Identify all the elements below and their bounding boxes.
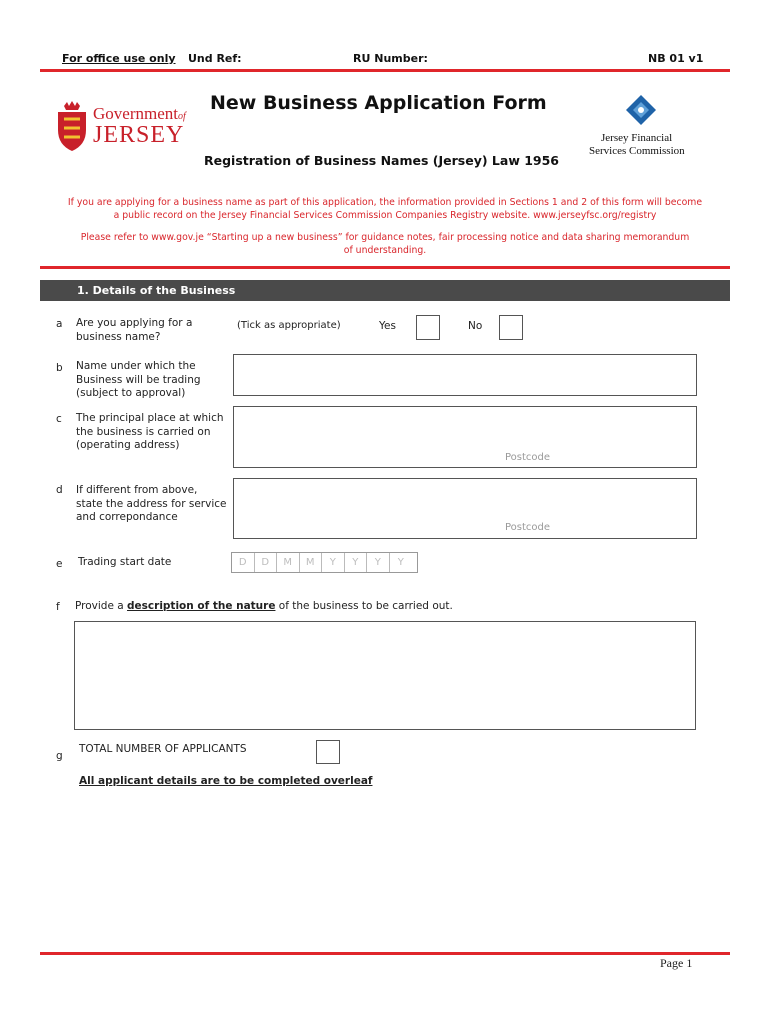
page-subtitle: Registration of Business Names (Jersey) Law 1956	[204, 153, 560, 168]
description-prompt: Provide a description of the nature of the business to be carried out.	[75, 600, 453, 612]
operating-address-field[interactable]	[233, 406, 697, 468]
row-d-letter: d	[56, 484, 63, 496]
date-cell[interactable]: M	[277, 553, 300, 572]
government-of-jersey-logo	[55, 100, 195, 152]
header-rule	[40, 69, 730, 72]
page-number: Page 1	[660, 956, 693, 970]
gov-logo-line2: JERSEY	[93, 122, 185, 148]
date-cell[interactable]: Y	[397, 557, 404, 568]
service-postcode-placeholder: Postcode	[505, 522, 551, 533]
public-record-notice	[40, 196, 730, 222]
jfsc-emblem-icon	[625, 94, 657, 126]
business-description-field[interactable]	[74, 621, 696, 730]
no-label: No	[468, 320, 483, 332]
business-name-field[interactable]	[233, 354, 697, 396]
service-address-field[interactable]	[233, 478, 697, 539]
section-1-heading: 1. Details of the Business	[40, 280, 730, 301]
ru-number-label: RU Number:	[353, 52, 428, 65]
date-cell[interactable]: M	[300, 553, 323, 572]
row-b-letter: b	[56, 362, 63, 374]
no-checkbox[interactable]	[499, 315, 523, 340]
total-applicants-label: TOTAL NUMBER OF APPLICANTS	[79, 743, 247, 755]
date-cell[interactable]: D	[255, 553, 278, 572]
date-cell[interactable]: Y	[367, 553, 390, 572]
footer-rule	[40, 952, 730, 955]
notice-line-1: If you are applying for a business name as part of this application, the information provided in Sections 1 and 2 of this form will become	[67, 197, 703, 208]
yes-checkbox[interactable]	[416, 315, 440, 340]
tick-hint: (Tick as appropriate)	[237, 320, 341, 331]
row-d-label: If different from above, state the address for service and correpondance	[76, 484, 227, 523]
notice-line-2: a public record on the Jersey Financial Services Commission Companies Registry website. www.jerseyfsc.org/registry	[113, 210, 657, 221]
jfsc-logo-line1: Jersey Financial	[601, 132, 673, 144]
trading-start-label: Trading start date	[78, 556, 172, 568]
date-cell[interactable]: Y	[345, 553, 368, 572]
notice-rule	[40, 266, 730, 269]
row-c-letter: c	[56, 413, 62, 425]
total-applicants-field[interactable]	[316, 740, 340, 764]
overleaf-note: All applicant details are to be completed overleaf	[79, 775, 373, 787]
office-use-label: For office use only	[62, 52, 176, 65]
gov-logo-of: of	[177, 111, 186, 122]
notice-line-3: Please refer to www.gov.je “Starting up a new business” for guidance notes, fair processing notice and data sharing memorandum	[80, 232, 690, 243]
trading-start-date-input[interactable]	[231, 552, 418, 573]
notice-line-4: of understanding.	[343, 245, 427, 256]
row-g-letter: g	[56, 750, 63, 762]
page-title: New Business Application Form	[210, 92, 547, 114]
row-a-label: Are you applying for a business name?	[76, 317, 193, 343]
row-a-letter: a	[56, 318, 63, 330]
operating-postcode-placeholder: Postcode	[505, 452, 551, 463]
row-f-letter: f	[56, 601, 60, 613]
row-c-label: The principal place at which the business is carried on (operating address)	[76, 412, 224, 451]
yes-label: Yes	[379, 320, 396, 332]
row-e-letter: e	[56, 558, 63, 570]
row-b-label: Name under which the Business will be trading (subject to approval)	[76, 360, 201, 399]
jersey-crest-icon	[55, 100, 89, 152]
jfsc-logo	[585, 94, 710, 160]
date-cell[interactable]: Y	[322, 553, 345, 572]
date-cell[interactable]: D	[232, 553, 255, 572]
form-code: NB 01 v1	[648, 52, 704, 65]
gov-logo-line1: Government	[93, 104, 178, 123]
guidance-notice	[40, 231, 730, 257]
jfsc-logo-line2: Services Commission	[589, 145, 685, 157]
und-ref-label: Und Ref:	[188, 52, 242, 65]
